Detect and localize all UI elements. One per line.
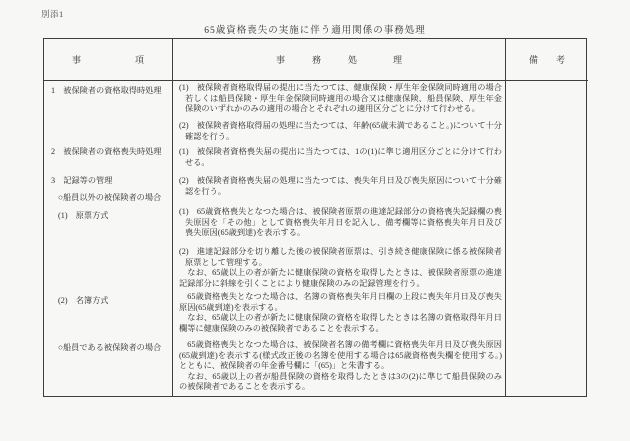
paragraph-text: (1) 被保険者資格取得届の提出に当たつては、健康保険・厚生年金保険同時適用の場合若しくは船員保険・厚生年金保険同時適用の場合又は健康保険、船員保険、厚生年金保険のいずれかのみの適用の場合とそれぞれの適用区分ごとに分けて行わせる。 xyxy=(179,83,502,114)
processing-paragraph xyxy=(179,207,502,239)
item-records-management: 3 記録等の管理 xyxy=(51,176,113,185)
items-column xyxy=(44,81,173,396)
attachment-label: 別添1 xyxy=(41,9,64,19)
item-seamen-case: ○船員である被保険者の場合 xyxy=(58,343,162,352)
paragraph-text: (2) 被保険者資格取得届の処理に当たつては、年齢(65歳未満であること。)について十分確認を行う。 xyxy=(179,121,502,141)
item-original-form-method: (1) 原票方式 xyxy=(58,211,109,220)
col-header-processing: 事 務 処 理 xyxy=(173,39,506,81)
item-register-method: (2) 名簿方式 xyxy=(58,296,109,305)
document-title: 65歳資格喪失の実施に伴う適用関係の事務処理 xyxy=(204,26,426,36)
processing-paragraph xyxy=(179,83,502,115)
paragraph-text: (1) 被保険者資格喪失届の提出に当たつては、1の(1)に準じ適用区分ごとに分けて行わせる。 xyxy=(179,147,502,167)
processing-paragraph xyxy=(179,340,502,393)
processing-column xyxy=(173,81,506,396)
processing-paragraph xyxy=(179,176,502,197)
paragraph-text: (1) 65歳資格喪失となつた場合は、被保険者原票の進達記録部分の資格喪失記録欄の喪失原因を「その他」として資格喪失年月日を記入し、備考欄等に資格喪失年月日及び喪失原因(65歳到達)を表示する。 xyxy=(179,207,502,238)
item-loss-processing: 2 被保険者の資格喪失時処理 xyxy=(51,147,162,156)
processing-paragraph xyxy=(179,292,502,334)
paragraph-text: (2) 進達記録部分を切り離した後の被保険者原票は、引き続き健康保険に係る被保険者原票として管理する。 xyxy=(179,247,502,267)
item-acquisition-processing: 1 被保険者の資格取得時処理 xyxy=(51,86,162,95)
paragraph-note: なお、65歳以上の者が新たに健康保険の資格を取得したときは名簿の資格取得年月日欄等に健康保険のみの被保険者であることを表示する。 xyxy=(179,313,502,333)
processing-paragraph xyxy=(179,147,502,168)
procedure-table xyxy=(43,38,587,397)
processing-paragraph xyxy=(179,121,502,142)
col-header-item: 事 項 xyxy=(44,39,173,81)
paragraph-note: なお、65歳以上の者が新たに健康保険の資格を取得したときは、被保険者原票の進達記録部分に斜線を引くことにより健康保険のみの記録管理を行う。 xyxy=(179,268,502,288)
processing-paragraph xyxy=(179,247,502,289)
col-header-remarks: 備 考 xyxy=(506,39,588,81)
item-non-seamen-case: ○船員以外の被保険者の場合 xyxy=(58,193,162,202)
remarks-column xyxy=(506,81,588,396)
paragraph-note: なお、65歳以上の者が船員保険の資格を取得したときは3の(2)に準じて船員保険のみの被保険者であることを表示する。 xyxy=(179,371,502,392)
paragraph-text: 65歳資格喪失となつた場合は、名簿の資格喪失年月日欄の上段に喪失年月日及び喪失原因(65歳到達)を表示する。 xyxy=(179,292,502,312)
paragraph-text: 65歳資格喪失となつた場合は、被保険者名簿の備考欄に資格喪失年月日及び喪失原因(65歳到達)を表示する(様式改正後の名簿を使用する場合は65歳資格喪失欄を使用する。)とともに、被保険者の年金番号欄に「(65)」と朱書する。 xyxy=(179,340,502,371)
paragraph-text: (2) 被保険者資格喪失届の処理に当たつては、喪失年月日及び喪失原因について十分確認を行う。 xyxy=(179,176,502,196)
